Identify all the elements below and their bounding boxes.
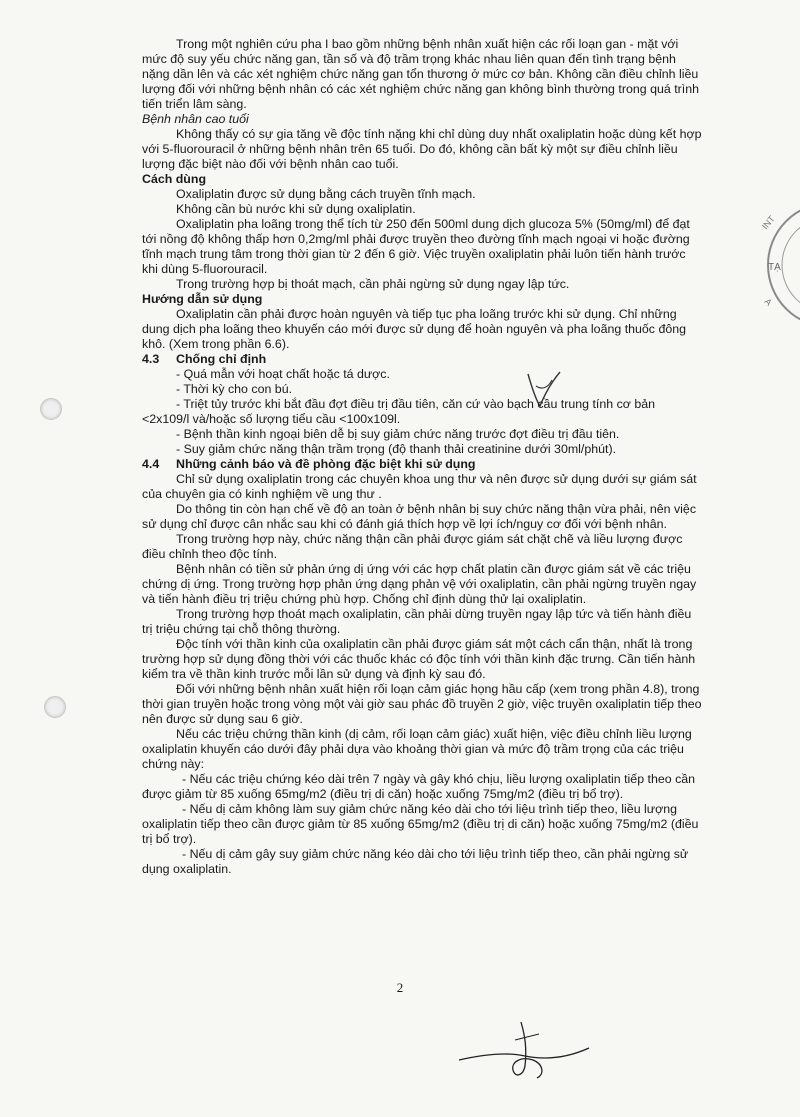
warning-paragraph: Trong trường hợp thoát mạch oxaliplatin, cần phải dừng truyền ngay lập tức và tiến hành điều trị triệu chứng tại chỗ thông thường. — [142, 607, 692, 636]
svg-text:A: A — [762, 296, 774, 308]
warning-paragraph: Độc tính với thần kinh của oxaliplatin cần phải được giám sát một cách cẩn thận, nhất là trong trường hợp sử dụng đồng thời với các thuốc khác có độc tính với thần kinh đặc trưng. Cần tiến hành kiểm tra về thần kinh trước mỗi lần sử dụng và định kỳ sau đó. — [142, 637, 696, 681]
paragraph-guide: Oxaliplatin cần phải được hoàn nguyên và tiếp tục pha loãng trước khi sử dụng. Chỉ những dung dịch pha loãng theo khuyến cáo mới được sử dụng để hoàn nguyên và pha loãng thuốc đông khô. (Xem trong phần 6.6). — [142, 307, 687, 351]
dose-adjustment-item: - Nếu các triệu chứng kéo dài trên 7 ngày và gây khó chịu, liều lượng oxaliplatin tiếp theo cần được giảm từ 85 xuống 65mg/m2 (điều trị di căn) hoặc xuống 75mg/m2 (điều trị bổ trợ). — [142, 772, 696, 801]
warning-paragraph: Bệnh nhân có tiền sử phản ứng dị ứng với các hợp chất platin cần được giám sát về các triệu chứng dị ứng. Trong trường hợp phản ứng dạng phản vệ với oxaliplatin, cần phải ngừng truyền ngay và tiến hành điều trị triệu chứng phù hợp. Chống chỉ định dùng thử lại oxaliplatin. — [142, 562, 697, 606]
section-number: 4.4 — [142, 457, 160, 471]
contraindication-item: - Quá mẫn với hoạt chất hoặc tá dược. — [176, 367, 390, 381]
paragraph-liver-study: Trong một nghiên cứu pha I bao gồm những bệnh nhân xuất hiện các rối loạn gan - mặt với mức độ suy yếu chức năng gan, tần số và độ trầm trọng khác nhau liên quan đến tình trạng bệnh nặng dần lên và các xét nghiệm chức năng gan tổn thương ở mức cơ bản. Không cần điều chỉnh liều lượng đối với những bệnh nhân có các xét nghiệm chức năng gan không bình thường trong quá trình tiến triển lâm sàng. — [142, 37, 699, 111]
subheading-elderly: Bệnh nhân cao tuổi — [142, 112, 249, 126]
paragraph-usage-4: Trong trường hợp bị thoát mạch, cần phải ngừng sử dụng ngay lập tức. — [176, 277, 570, 291]
svg-text:INT: INT — [759, 213, 777, 232]
warning-paragraph: Chỉ sử dụng oxaliplatin trong các chuyên khoa ung thư và nên được sử dụng dưới sự giám sát của chuyên gia có kinh nghiệm về ung thư . — [142, 472, 697, 501]
dose-adjustment-item: - Nếu dị cảm không làm suy giảm chức năng kéo dài cho tới liệu trình tiếp theo, liều lượng oxaliplatin tiếp theo cần được giảm từ 85 xuống 65mg/m2 (điều trị di căn) hoặc xuống 75mg/m2 (điều trị bổ trợ). — [142, 802, 699, 846]
stamp-text: TẠ — [768, 262, 781, 273]
section-title: Những cảnh báo và đề phòng đặc biệt khi sử dụng — [176, 457, 476, 471]
heading-guide: Hướng dẫn sử dụng — [142, 292, 263, 306]
contraindication-item: - Bệnh thần kinh ngoại biên dễ bị suy giảm chức năng trước đợt điều trị đầu tiên. — [176, 427, 620, 441]
paragraph-usage-2: Không cần bù nước khi sử dụng oxaliplatin. — [176, 202, 416, 216]
paragraph-usage-1: Oxaliplatin được sử dụng bằng cách truyền tĩnh mạch. — [176, 187, 476, 201]
page-number: 2 — [396, 980, 404, 995]
warning-paragraph: Nếu các triệu chứng thần kinh (dị cảm, rối loạn cảm giác) xuất hiện, việc điều chỉnh liều lượng oxaliplatin khuyến cáo dưới đây phải dựa vào khoảng thời gian và mức độ trầm trọng của các triệu chứng này: — [142, 727, 692, 771]
section-number: 4.3 — [142, 352, 160, 366]
warning-paragraph: Đối với những bệnh nhân xuất hiện rối loạn cảm giác họng hầu cấp (xem trong phần 4.8), trong thời gian truyền hoặc trong vòng một vài giờ sau phác đồ truyền 2 giờ, việc truyền oxaliplatin tiếp theo nên được sử dụng sau 6 giờ. — [142, 682, 702, 726]
section-title: Chống chỉ định — [176, 352, 267, 366]
punch-hole-top — [40, 398, 62, 420]
punch-hole-bottom — [44, 696, 66, 718]
document-body — [142, 37, 702, 877]
section-heading-4-3 — [142, 352, 702, 367]
warning-paragraph: Do thông tin còn hạn chế về độ an toàn ở bệnh nhân bị suy chức năng thận vừa phải, nên việc sử dụng chỉ được cân nhắc sau khi có đánh giá thích hợp về lợi ích/nguy cơ đối với bệnh nhân. — [142, 502, 697, 531]
contraindication-item: - Suy giảm chức năng thận trầm trọng (độ thanh thải creatinine dưới 30ml/phút). — [176, 442, 617, 456]
paragraph-elderly: Không thấy có sự gia tăng về độc tính nặng khi chỉ dùng duy nhất oxaliplatin hoặc dùng kết hợp với 5-fluorouracil ở những bệnh nhân trên 65 tuổi. Do đó, không cần bất kỳ một sự điều chỉnh liều lượng đặc biệt nào đối với bệnh nhân cao tuổi. — [142, 127, 702, 171]
contraindication-item: - Triệt tủy trước khi bắt đầu đợt điều trị đầu tiên, căn cứ vào bạch cầu trung tính cơ bản <2x109/l và/hoặc số lượng tiểu cầu <100x109l. — [142, 397, 656, 426]
dose-adjustment-item: - Nếu dị cảm gây suy giảm chức năng kéo dài cho tới liệu trình tiếp theo, cần phải ngừng sử dụng oxaliplatin. — [142, 847, 689, 876]
handwritten-signature — [455, 1018, 595, 1083]
stamp-mark — [750, 190, 800, 340]
warning-paragraph: Trong trường hợp này, chức năng thận cần phải được giám sát chặt chẽ và liều lượng được điều chỉnh theo độc tính. — [142, 532, 683, 561]
paragraph-usage-3: Oxaliplatin pha loãng trong thể tích từ 250 đến 500ml dung dịch glucoza 5% (50mg/ml) để đạt tới nồng độ không thấp hơn 0,2mg/ml phải được truyền theo đường tĩnh mạch ngoại vi hoặc đường tĩnh mạch trung tâm trong thời gian từ 2 đến 6 giờ. Việc truyền oxaliplatin phải luôn tiến hành trước khi dùng 5-fluorouracil. — [142, 217, 690, 276]
contraindication-item: - Thời kỳ cho con bú. — [176, 382, 293, 396]
heading-usage: Cách dùng — [142, 172, 207, 186]
section-heading-4-4 — [142, 457, 702, 472]
